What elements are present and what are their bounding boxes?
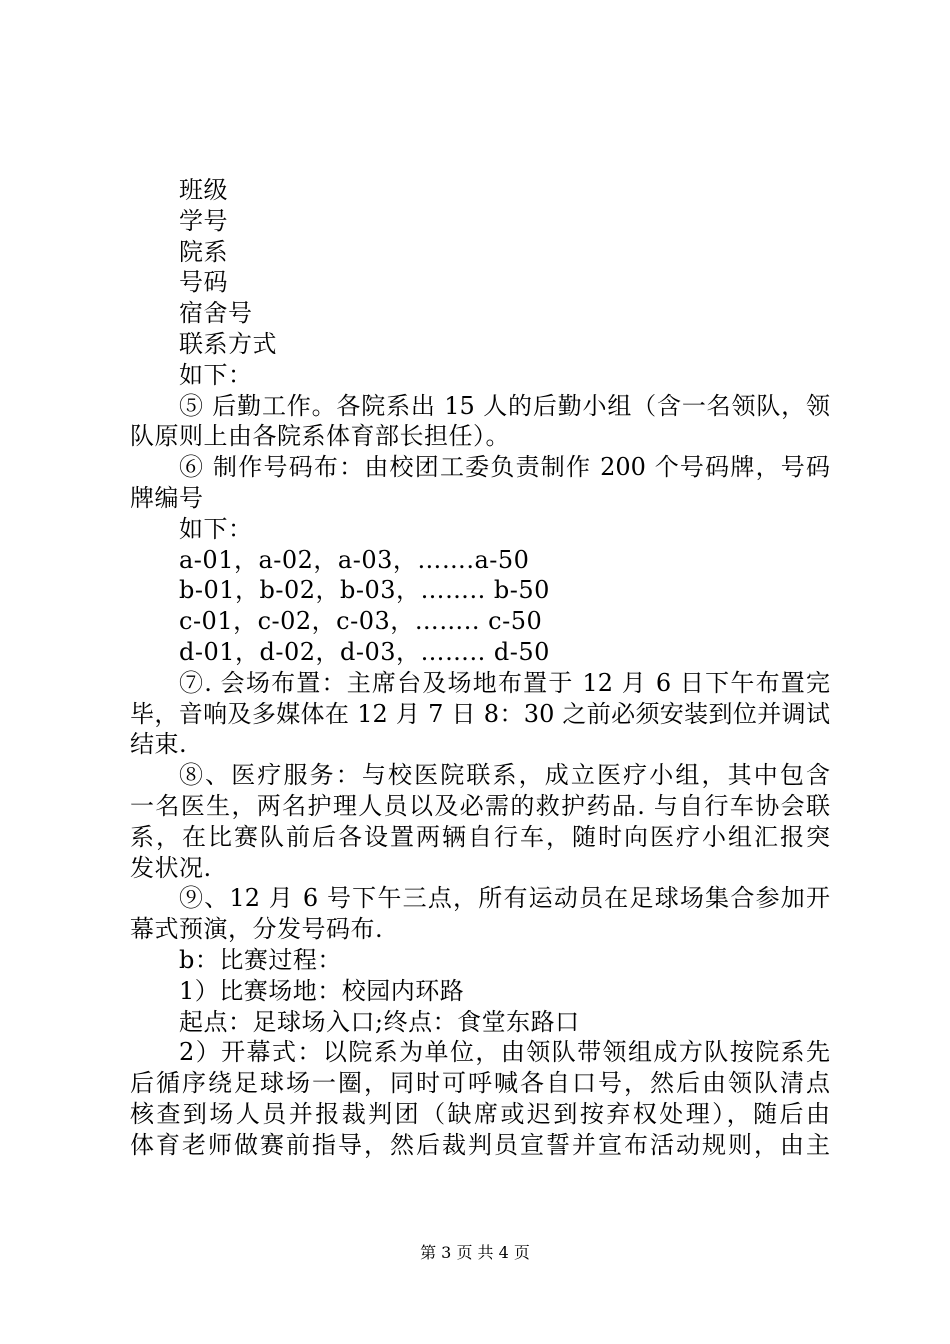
paragraph-race-venue: 1）比赛场地：校园内环路 (179, 976, 465, 1005)
paragraph-venue-line-1: ⑦. 会场布置：主席台及场地布置于 12 月 6 日下午布置完 (179, 668, 830, 697)
paragraph-medical-line-3: 系，在比赛队前后各设置两辆自行车，随时向医疗小组汇报突 (130, 822, 830, 851)
paragraph-bib-line-2: 牌编号 (130, 483, 204, 512)
page-footer: 第 3 页 共 4 页 (420, 1243, 530, 1262)
paragraph-opening-line-1: 2）开幕式：以院系为单位，由领队带领组成方队按院系先 (179, 1038, 830, 1067)
paragraph-rehearsal-line-2: 幕式预演，分发号码布. (130, 915, 384, 944)
text-line-as-follows: 如下： (179, 360, 253, 389)
text-line-dorm: 宿舍号 (179, 299, 253, 328)
paragraph-venue-line-3: 结束. (130, 730, 188, 759)
paragraph-opening-line-2: 后循序绕足球场一圈，同时可呼喊各自口号，然后由领队清点 (130, 1069, 830, 1098)
text-line-contact: 联系方式 (179, 329, 277, 358)
paragraph-logistics-line-1: ⑤ 后勤工作。各院系出 15 人的后勤小组（含一名领队，领 (179, 391, 830, 420)
section-heading-race-process: b：比赛过程： (179, 945, 342, 974)
paragraph-bib-line-1: ⑥ 制作号码布：由校团工委负责制作 200 个号码牌，号码 (179, 453, 830, 482)
text-line-student-id: 学号 (179, 206, 228, 235)
body-text (130, 175, 830, 1161)
text-line-as-follows-2: 如下： (179, 514, 253, 543)
paragraph-opening-line-4: 体育老师做赛前指导，然后裁判员宣誓并宣布活动规则，由主 (130, 1130, 830, 1159)
paragraph-medical-line-2: 一名医生，两名护理人员以及必需的救护药品. 与自行车协会联 (130, 791, 830, 820)
text-line-class: 班级 (179, 176, 228, 204)
paragraph-logistics-line-2: 队原则上由各院系体育部长担任）。 (130, 422, 510, 451)
bib-list-c: c-01，c-02，c-03，…….. c-50 (179, 607, 543, 636)
bib-list-d: d-01，d-02，d-03，…….. d-50 (179, 637, 550, 666)
text-line-department: 院系 (179, 237, 228, 266)
text-line-number: 号码 (179, 268, 228, 297)
paragraph-opening-line-3: 核查到场人员并报裁判团（缺席或迟到按弃权处理），随后由 (130, 1099, 830, 1128)
paragraph-rehearsal-line-1: ⑨、12 月 6 号下午三点，所有运动员在足球场集合参加开 (179, 884, 830, 913)
paragraph-venue-line-2: 毕，音响及多媒体在 12 月 7 日 8：30 之前必须安装到位并调试 (130, 699, 830, 728)
bib-list-b: b-01，b-02，b-03，…….. b-50 (179, 576, 550, 605)
paragraph-start-end: 起点：足球场入口;终点：食堂东路口 (179, 1007, 580, 1036)
bib-list-a: a-01，a-02，a-03，…….a-50 (179, 545, 530, 574)
paragraph-medical-line-4: 发状况. (130, 853, 212, 882)
paragraph-medical-line-1: ⑧、医疗服务：与校医院联系，成立医疗小组，其中包含 (179, 761, 830, 790)
